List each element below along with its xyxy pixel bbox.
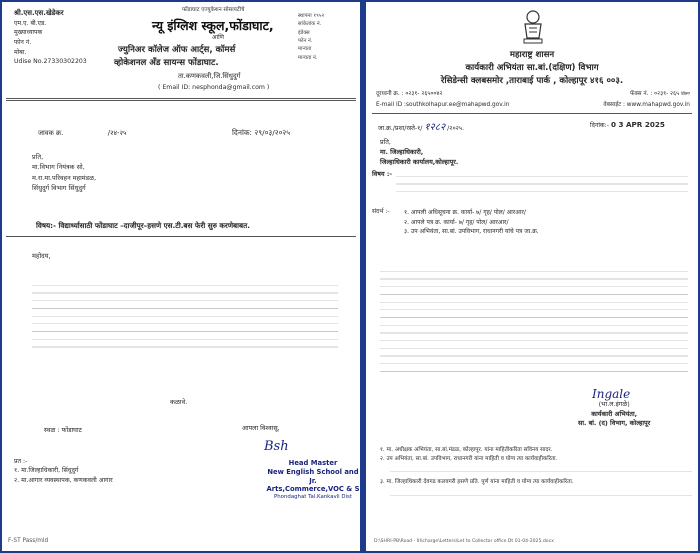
reference-label: संदर्भ :- [372, 208, 390, 215]
recipient-line: म.रा.मा.परिवहन महामंडळ, [32, 173, 97, 182]
hm-mobile: मोबा. [14, 48, 27, 56]
copy-line-sub [390, 464, 692, 478]
dept-fax: फॅक्स नं. : ०२३१- २६५ ४७० [630, 91, 690, 97]
letter-date [232, 128, 290, 138]
header-divider [372, 113, 692, 114]
recipient-line: मा.विभाग नियंत्रक सो, [32, 163, 85, 172]
ref-handwritten: १२८२ [424, 122, 446, 133]
subject-label: विषय :- [372, 170, 393, 178]
hm-phone: फोन नं. [14, 39, 32, 47]
hm-title: मुख्याध्यापक [14, 29, 43, 37]
date-label: दिनांक: [232, 128, 253, 137]
outward-ref [378, 121, 464, 135]
outward-ref-label: जा.क्र./प्रशा/रस्ते-१/ [378, 125, 423, 132]
letter-place: स्थळ : फोंडाघाट [44, 426, 82, 434]
yours-faithfully: आपला विश्वासू, [242, 424, 280, 432]
letter-date [590, 120, 665, 130]
stamp-line: Head Master [288, 459, 338, 467]
school-name: न्यू इंग्लिश स्कूल,फोंडाघाट, [152, 18, 274, 33]
officer-name: (भा.ल.इंगळे) [598, 400, 630, 408]
code-line: स्थापना १९५२ [298, 13, 325, 19]
subject-divider [6, 236, 356, 237]
outward-ref-no: /२४-२५ [107, 129, 127, 137]
dept-email: E-mail ID :southkolhapur.ee@mahapwd.gov.in [376, 102, 510, 108]
recipient-line: प्रति, [32, 153, 44, 161]
state-emblem-icon [518, 8, 548, 48]
reference-line: ३. उप अभियंता, सा.बां. उपविभाग, राधानगरी यांचे पत्र जा.क्र. [404, 228, 539, 236]
contact-row-1 [376, 91, 690, 99]
contact-row-2 [376, 102, 690, 110]
right-footer: D:\SHRI-PB\Road - III\charge\Letters\Let to Collector office Dt 01-04-2025.docx [374, 539, 554, 544]
hm-name: श्री.एस.एस.खेडेकर [14, 9, 64, 17]
code-line: इंडेक्स [298, 29, 310, 36]
hm-degree: एम.ए. बी.एड. [14, 19, 47, 27]
reference-block [404, 208, 539, 237]
date-label: दिनांक:- [590, 122, 609, 129]
letter-greeting: महोदय, [32, 252, 51, 260]
code-line: फोन नं. [298, 37, 313, 44]
officer-block [578, 400, 650, 429]
letter-body [380, 264, 688, 372]
school-address: ता.कणकवली,जि.सिंधुदुर्ग [178, 72, 241, 80]
header-divider [6, 100, 356, 101]
recipient-line: प्रति, [380, 138, 391, 146]
recipient-line: जिल्हाधिकारी कार्यालय,कोल्हापूर. [380, 157, 459, 166]
reference-line: १. आपली अधिसूचना क्र. कार्या- ७/ गृह/ पोल/ आरआर/ [404, 209, 526, 216]
outward-ref [38, 129, 127, 138]
headmaster-block [14, 8, 87, 67]
officer-dept: सा. बां. (द) विभाग, कोल्हापूर [578, 419, 651, 428]
copies-block [380, 446, 692, 502]
headmaster-signature: Bsh [264, 439, 289, 454]
copy-line-sub [390, 488, 692, 502]
outward-ref-label: जावक क्र. [38, 129, 64, 137]
officer-signature: Ingale [592, 387, 631, 401]
letter-body [32, 278, 338, 350]
copy-line: २. मा.आगार व्यवस्थापक, कणकवली आगार [14, 476, 113, 484]
stamp-line: Phondaghat Tal.Kankavli Dist [274, 494, 352, 501]
codes-block [298, 12, 324, 62]
code-line: मान्यता नं. [298, 54, 318, 61]
school-motto: फोंडाघाट एज्युकेशन सोसायटीचे [182, 7, 245, 13]
date-stamp: 0 3 APR 2025 [610, 120, 665, 129]
date-value: २९/०३/२०२५ [254, 128, 291, 137]
header-divider [6, 98, 356, 99]
stamp-line: Arts,Commerce,VOC & S [266, 485, 360, 494]
letter-subject: विषय:- विद्यार्थ्यासाठी फोंडाघाट –दाजीपूर–हसणे एस.टी.बस फेरी सुरु करणेबाबत. [36, 221, 250, 230]
recipient-block [32, 152, 96, 194]
copy-line: २. उप अभियंता, सा.बां. उपविभाग, राधानगरी यांना माहिती व योग्य त्या कार्यवाहीकरिता. [380, 456, 558, 463]
officer-title: कार्यकारी अभियंता, [591, 409, 638, 418]
department-title: कार्यकारी अभियंता सा.बां.(दक्षिण) विभाग [465, 63, 599, 73]
copy-line: ३. मा. जिल्हाधिकारी देवगड कलवगरी हसणे प्रति. पूर्ण यांना माहिती व योग्य त्या कार्यवाहीकरिता. [380, 479, 574, 486]
dept-website: वेबसाईट : www.mahapwd.gov.in [603, 102, 690, 108]
college-line-1: ज्युनिअर कॉलेज ऑफ आर्ट्स, कॉमर्स [118, 45, 236, 55]
stamp-line: New English School and Jr. [267, 467, 359, 485]
letter-subject [396, 169, 688, 199]
college-line-2: व्होकेशनल अँड सायन्स फोंडाघाट. [114, 58, 219, 68]
government-title: महाराष्ट्र शासन [509, 50, 555, 60]
recipient-block [380, 138, 458, 168]
dept-phone: दूरध्वनी क्र. : ०२३१- २६५००४२ [376, 91, 443, 97]
headmaster-stamp [266, 459, 360, 501]
copy-line: १. मा.जिल्हाधिकारी, सिंधुदुर्ग [14, 467, 79, 475]
school-email: ( Email ID: nesphonda@gmail.com ) [158, 84, 270, 91]
recipient-line: सिंधुदुर्ग विभाग सिंधुदुर्ग [32, 184, 86, 193]
letter-closing: कळावे. [170, 398, 188, 406]
department-address: रेसिडेन्सी क्लबसमोर ,ताराबाई पार्क , कोल्हापूर ४१६ ००३. [440, 76, 624, 86]
hm-udise: Udise No.27330302203 [14, 58, 87, 66]
left-letter [2, 2, 360, 551]
outward-ref-tail: /२०२५. [447, 125, 465, 132]
school-and: आणि [212, 34, 225, 41]
code-line: सांकेतांक नं. [298, 21, 322, 28]
copy-label: प्रत :- [14, 458, 28, 465]
copy-line: १. मा. अधीक्षक अभियंता, सा.बां.मंडळ, कोल्हापूर. यांना माहितीकरिता सविनय सादर. [380, 447, 553, 453]
copy-block [14, 457, 113, 485]
code-line: मान्यता [298, 46, 312, 53]
right-letter [366, 2, 698, 551]
recipient-line: मा. जिल्हाधिकारी, [380, 147, 424, 156]
left-footer: F-ST Pass/mld [8, 538, 49, 544]
reference-line: २. आपले पत्र क्र. कार्या- ७/ गृह/ पोल/ आरआर/ [404, 218, 509, 226]
